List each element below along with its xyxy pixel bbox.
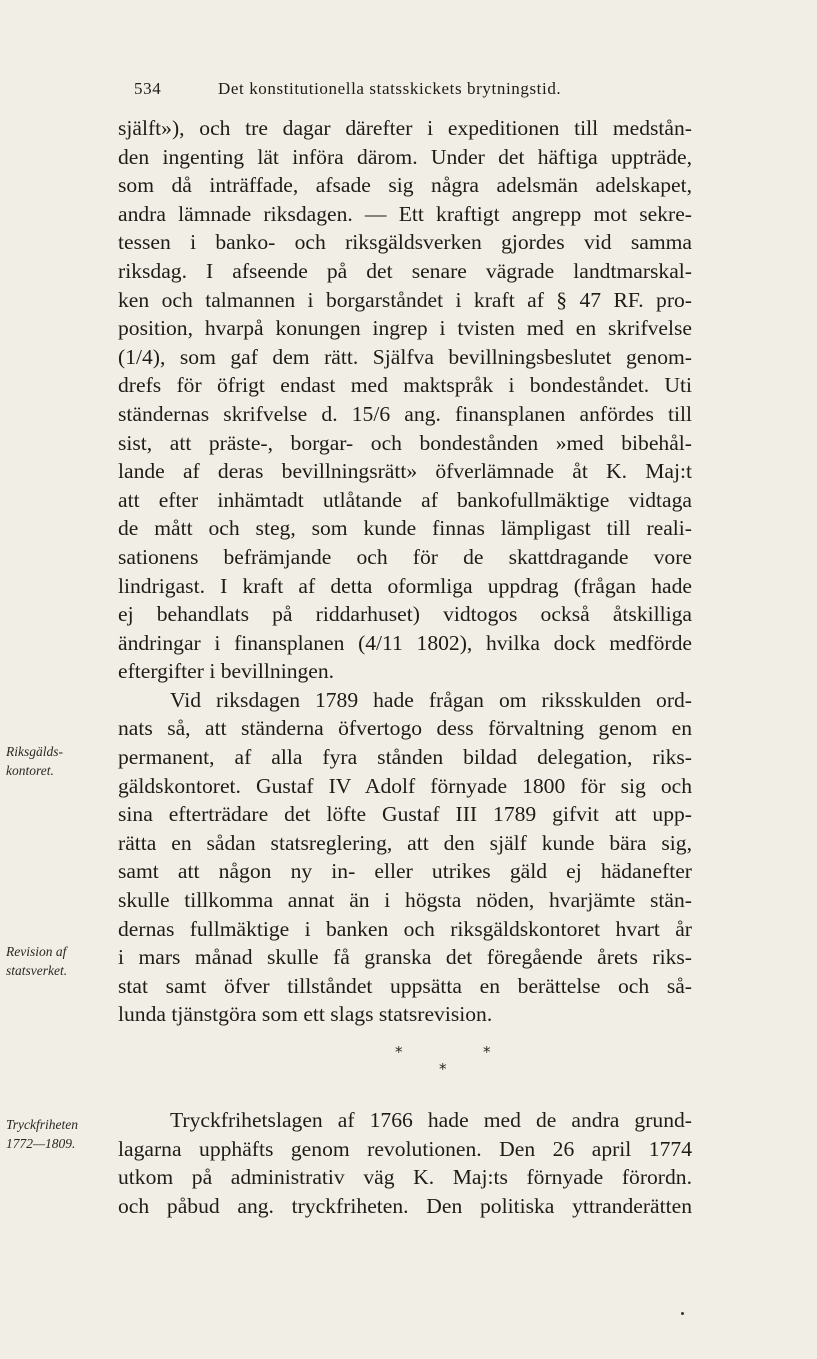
text-line: själft»), och tre dagar därefter i expeditionen till medstån- (118, 116, 692, 140)
text-line: dernas fullmäktige i banken och riksgäldskontoret hvart år (118, 916, 692, 941)
text-line: eftergifter i bevillningen. (118, 659, 335, 684)
text-line: Tryckfrihetslagen af 1766 hade med de andra grund- (170, 1108, 692, 1132)
text-line: ken och talmannen i borgarståndet i kraft af § 47 RF. pro- (118, 287, 692, 312)
text-line: riksdag. I afseende på det senare vägrade landtmarskal- (118, 258, 692, 283)
text-line: utkom på administrativ väg K. Maj:ts förnyade förordn. (118, 1165, 692, 1190)
margin-note-line: Revision af (6, 944, 67, 959)
text-line: ej behandlats på riddarhuset) vidtogos också åtskilliga (118, 602, 692, 627)
margin-note-revision (6, 942, 114, 980)
separator-star: * (439, 1060, 447, 1078)
text-line: de mått och steg, som kunde finnas lämpligast till reali- (118, 516, 692, 541)
text-line: gäldskontoret. Gustaf IV Adolf förnyade 1800 för sig och (118, 773, 692, 798)
text-line: skulle tillkomma annat än i högsta nöden, hvarjämte stän- (118, 888, 692, 913)
text-line: sina efterträdare det löfte Gustaf III 1789 gifvit att upp- (118, 802, 692, 827)
page-number: 534 (134, 79, 162, 98)
text-line: drefs för öfrigt endast med maktspråk i bondeståndet. Uti (118, 373, 692, 398)
text-line: sist, att präste-, borgar- och bondestånden »med bibehål- (118, 430, 692, 455)
separator-star: * (395, 1043, 403, 1061)
text-line: som då inträffade, afsade sig några adelsmän adelskapet, (118, 173, 692, 198)
text-line: position, hvarpå konungen ingrep i tvisten med en skrifvelse (118, 316, 692, 341)
text-line: lagarna upphäfts genom revolutionen. Den 26 april 1774 (118, 1136, 692, 1161)
text-line: (1/4), som gaf dem rätt. Själfva bevillningsbeslutet genom- (118, 344, 692, 369)
running-title: Det konstitutionella statsskickets brytningstid. (218, 79, 562, 98)
main-text-block (118, 114, 692, 1029)
margin-note-riksgaldskontoret (6, 742, 114, 780)
separator-star: * (483, 1043, 491, 1061)
margin-note-line: Tryckfriheten (6, 1117, 78, 1132)
page-header (134, 79, 694, 101)
text-line: stat samt öfver tillståndet uppsätta en berättelse och så- (118, 973, 692, 998)
second-text-block (118, 1106, 692, 1220)
text-line: den ingenting lät införa därom. Under det häftiga uppträde, (118, 144, 692, 169)
text-line: andra lämnade riksdagen. — Ett kraftigt angrepp mot sekre- (118, 201, 692, 226)
text-line: tessen i banko- och riksgäldsverken gjordes vid samma (118, 230, 692, 255)
text-line: ständernas skrifvelse d. 15/6 ang. finansplanen anfördes till (118, 401, 692, 426)
text-line: och påbud ang. tryckfriheten. Den politiska yttranderätten (118, 1193, 692, 1218)
margin-note-tryckfriheten (6, 1115, 114, 1153)
ink-speck (681, 1312, 684, 1315)
text-line: lande af deras bevillningsrätt» öfverlämnade åt K. Maj:t (118, 459, 692, 484)
text-line: att efter inhämtadt utlåtande af bankofullmäktige vidtaga (118, 487, 692, 512)
text-line: ändringar i finansplanen (4/11 1802), hvilka dock medförde (118, 630, 692, 655)
margin-note-line: 1772—1809. (6, 1136, 76, 1151)
text-line: nats så, att ständerna öfvertogo dess förvaltning genom en (118, 716, 692, 741)
margin-note-line: Riksgälds- (6, 744, 63, 759)
text-line: i mars månad skulle få granska det föregående årets riks- (118, 945, 692, 970)
text-line: permanent, af alla fyra stånden bildad delegation, riks- (118, 745, 692, 770)
text-line: lunda tjänstgöra som ett slags statsrevision. (118, 1002, 493, 1027)
section-separator (395, 1043, 515, 1079)
text-line: sationens befrämjande och för de skattdragande vore (118, 544, 692, 569)
text-line: rätta en sådan statsreglering, att den själf kunde bära sig, (118, 830, 692, 855)
margin-note-line: kontoret. (6, 763, 54, 778)
text-line: samt att någon ny in- eller utrikes gäld ej hädanefter (118, 859, 692, 884)
text-line: lindrigast. I kraft af detta oformliga uppdrag (frågan hade (118, 573, 692, 598)
text-line: Vid riksdagen 1789 hade frågan om riksskulden ord- (170, 687, 692, 712)
margin-note-line: statsverket. (6, 963, 68, 978)
